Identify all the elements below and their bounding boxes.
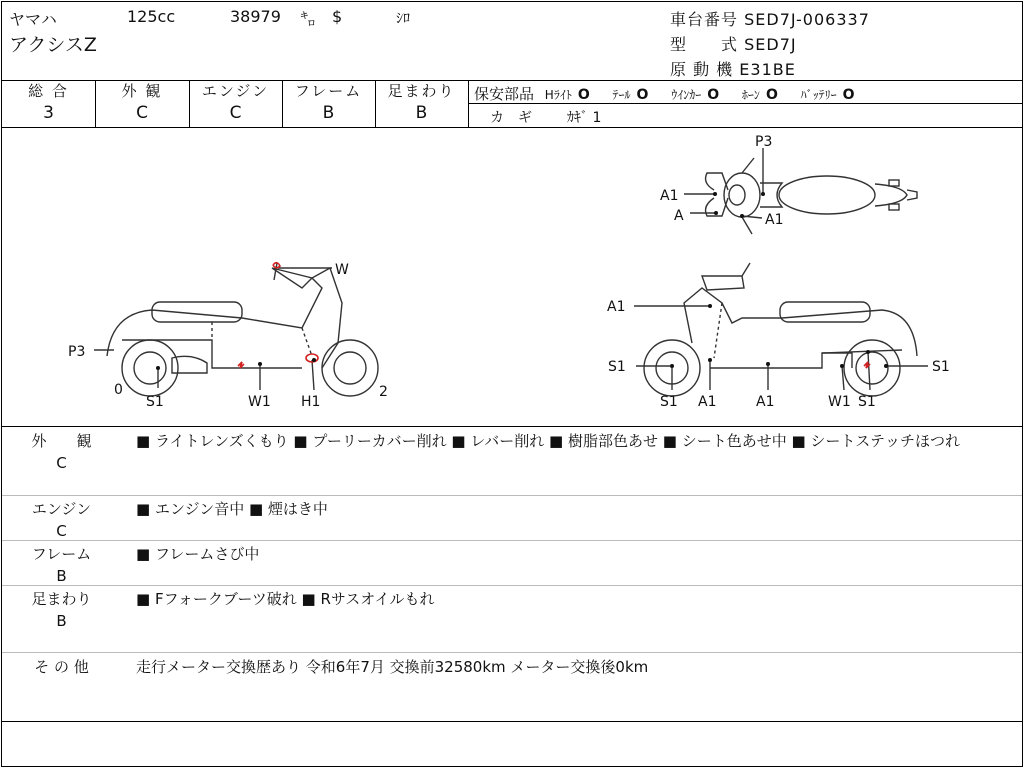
label-p3: P3 (755, 134, 773, 150)
divider (2, 585, 1022, 586)
key-label: カ ギ (490, 110, 532, 126)
divider (2, 495, 1022, 496)
currency-mark: $ (332, 7, 343, 26)
model-name: アクシスZ (9, 34, 97, 56)
scooter-left-view-icon (107, 263, 378, 396)
circle-mark: O (765, 87, 778, 103)
color: ｼﾛ (396, 11, 410, 27)
label-a1: A1 (756, 394, 775, 410)
note-text-frame: ■ フレームさび中 (136, 545, 260, 563)
inspection-sheet (1, 1, 1023, 767)
label-w: W (335, 262, 349, 278)
mileage-unit: ㌔ (300, 10, 317, 29)
label-a: A (674, 208, 684, 224)
displacement: 125cc (127, 7, 176, 26)
scooter-right-view-icon (644, 263, 917, 396)
grade-suspension: 足まわり B (387, 82, 456, 123)
label-a1: A1 (660, 188, 679, 204)
divider (2, 652, 1022, 653)
label-h1: H1 (301, 394, 321, 410)
type-label: 型 式 (670, 35, 739, 54)
label-a1: A1 (698, 394, 717, 410)
note-label-appearance: 外 観 C (31, 432, 92, 472)
note-text-suspension: ■ Fフォークブーツ破れ ■ Rサスオイルもれ (136, 590, 435, 608)
label-s1: S1 (660, 394, 678, 410)
label-w1: W1 (248, 394, 271, 410)
grade-engine: エンジン C (201, 82, 270, 123)
grade-overall: 総 合 3 (28, 82, 69, 123)
note-label-engine: エンジン C (31, 500, 92, 540)
mileage: 38979 (230, 7, 281, 26)
grade-frame: フレーム B (294, 82, 363, 123)
label-s1: S1 (932, 359, 950, 375)
label-2: 2 (379, 384, 388, 400)
engine-value: E31BE (739, 60, 796, 79)
damage-diagram (2, 128, 1022, 426)
circle-mark: O (636, 87, 649, 103)
type-value: SED7J (744, 35, 797, 54)
label-s1: S1 (146, 394, 164, 410)
label-p3: P3 (68, 344, 86, 360)
scooter-top-view-icon (706, 158, 917, 234)
safety-parts: 保安部品 Hﾗｲﾄ O ﾃｰﾙ O ｳｲﾝｶｰ O ﾎｰﾝ O ﾊﾞｯﾃﾘｰ O (474, 85, 855, 103)
note-label-other: そ の 他 (34, 658, 89, 676)
key-value: ｶｷﾞ 1 (567, 110, 602, 126)
circle-mark: O (577, 87, 590, 103)
note-label-suspension: 足まわり B (31, 590, 92, 630)
note-text-appearance: ■ ライトレンズくもり ■ プーリーカバー削れ ■ レバー削れ ■ 樹脂部色あせ ■ シート色あせ中 ■ シートステッチほつれ (136, 432, 960, 450)
note-label-frame: フレーム B (31, 545, 92, 585)
frame-no: SED7J-006337 (744, 10, 870, 29)
label-0: 0 (114, 382, 123, 398)
circle-mark: O (707, 87, 720, 103)
label-w1: W1 (828, 394, 851, 410)
frame-no-label: 車台番号 (670, 10, 739, 29)
engine-label: 原 動 機 (670, 60, 734, 79)
circle-mark: O (842, 87, 855, 103)
note-text-other: 走行メーター交換歴あり 令和6年7月 交換前32580km メーター交換後0km (136, 658, 649, 676)
label-s1: S1 (858, 394, 876, 410)
divider (2, 540, 1022, 541)
label-a1: A1 (607, 299, 626, 315)
label-a1: A1 (765, 212, 784, 228)
safety-label: 保安部品 (474, 85, 535, 103)
grade-appearance: 外 観 C (121, 82, 163, 123)
label-s1: S1 (608, 359, 626, 375)
note-text-engine: ■ エンジン音中 ■ 煙はき中 (136, 500, 328, 518)
maker: ヤマハ (9, 10, 57, 29)
divider (2, 721, 1022, 722)
divider (2, 426, 1022, 427)
